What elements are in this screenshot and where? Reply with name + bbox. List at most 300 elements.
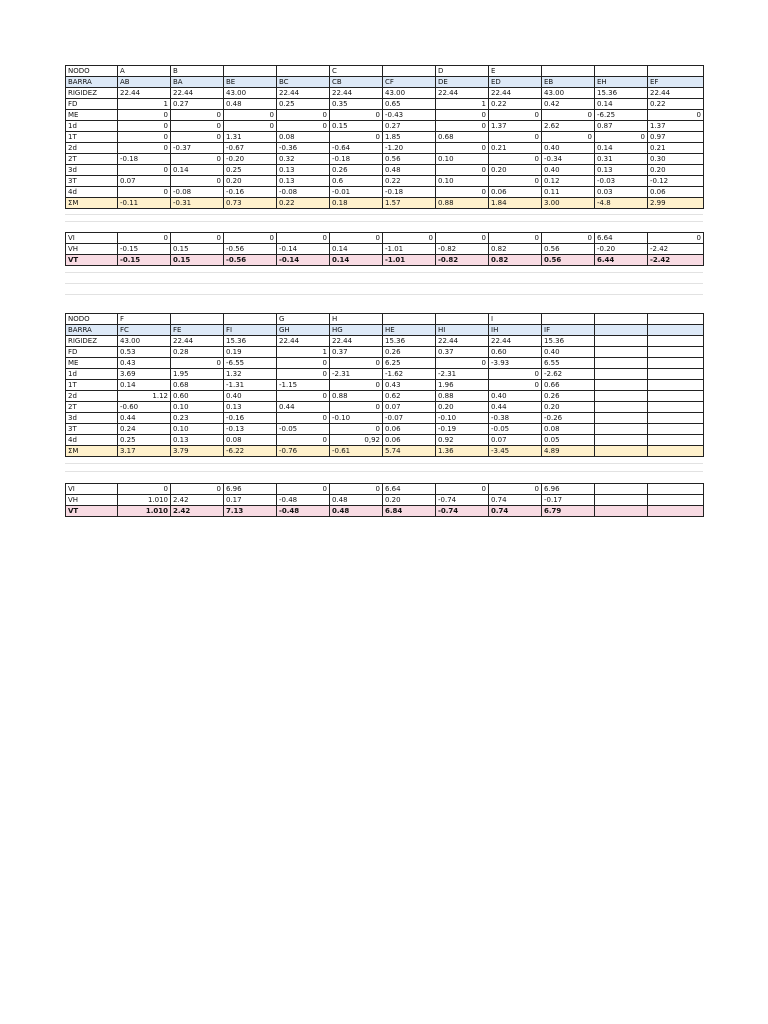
cell[interactable]: -0.74 xyxy=(436,506,489,517)
cell[interactable]: 0.40 xyxy=(542,143,595,154)
cell[interactable]: 22.44 xyxy=(648,88,704,99)
cell[interactable]: 1 xyxy=(118,99,171,110)
cell[interactable] xyxy=(595,347,648,358)
row-label[interactable]: VH xyxy=(66,495,118,506)
cell[interactable]: 0.07 xyxy=(118,176,171,187)
row-label[interactable]: ΣM xyxy=(66,198,118,209)
cell[interactable]: 0.40 xyxy=(224,391,277,402)
cell[interactable]: 0.05 xyxy=(542,435,595,446)
cell[interactable]: 0.22 xyxy=(489,99,542,110)
cell[interactable]: B xyxy=(171,66,224,77)
cell[interactable]: EB xyxy=(542,77,595,88)
cell[interactable]: 0 xyxy=(277,391,330,402)
cell[interactable]: 0 xyxy=(277,435,330,446)
cell[interactable]: 0.88 xyxy=(436,198,489,209)
cell[interactable]: 15.36 xyxy=(224,336,277,347)
cell[interactable]: FC xyxy=(118,325,171,336)
cell[interactable]: 7.13 xyxy=(224,506,277,517)
cell[interactable]: -0.19 xyxy=(436,424,489,435)
cell[interactable] xyxy=(648,495,704,506)
cell[interactable]: 0.44 xyxy=(118,413,171,424)
cell[interactable]: 22.44 xyxy=(171,336,224,347)
cell[interactable]: 0 xyxy=(224,233,277,244)
cell[interactable]: 0.56 xyxy=(383,154,436,165)
cell[interactable]: 0.13 xyxy=(277,165,330,176)
cell[interactable]: 0.10 xyxy=(436,176,489,187)
cell[interactable] xyxy=(648,336,704,347)
cell[interactable]: 43.00 xyxy=(118,336,171,347)
cell[interactable]: 0.08 xyxy=(224,435,277,446)
cell[interactable]: IF xyxy=(542,325,595,336)
row-label[interactable]: 3d xyxy=(66,413,118,424)
cell[interactable]: F xyxy=(118,314,171,325)
cell[interactable]: 1.84 xyxy=(489,198,542,209)
cell[interactable]: 0.06 xyxy=(648,187,704,198)
cell[interactable]: -0.11 xyxy=(118,198,171,209)
cell[interactable] xyxy=(595,66,648,77)
cell[interactable]: -0.20 xyxy=(224,154,277,165)
cell[interactable]: 0.11 xyxy=(542,187,595,198)
cell[interactable]: 0 xyxy=(436,121,489,132)
cell[interactable]: -3.93 xyxy=(489,358,542,369)
cell[interactable]: 0 xyxy=(489,110,542,121)
cell[interactable]: -0.08 xyxy=(277,187,330,198)
cell[interactable]: 0.30 xyxy=(648,154,704,165)
cell[interactable]: -0.18 xyxy=(383,187,436,198)
cell[interactable] xyxy=(595,424,648,435)
cell[interactable]: 0 xyxy=(277,484,330,495)
cell[interactable] xyxy=(595,380,648,391)
cell[interactable]: -0.12 xyxy=(648,176,704,187)
cell[interactable]: 1 xyxy=(436,99,489,110)
cell[interactable]: 22.44 xyxy=(436,336,489,347)
cell[interactable]: BC xyxy=(277,77,330,88)
cell[interactable]: 0.21 xyxy=(489,143,542,154)
row-label[interactable]: 3T xyxy=(66,424,118,435)
cell[interactable]: GH xyxy=(277,325,330,336)
cell[interactable]: 0.10 xyxy=(171,402,224,413)
cell[interactable]: 0.28 xyxy=(171,347,224,358)
cell[interactable]: ED xyxy=(489,77,542,88)
cell[interactable]: -0.10 xyxy=(436,413,489,424)
cell[interactable]: 0.56 xyxy=(542,244,595,255)
cell[interactable]: AB xyxy=(118,77,171,88)
cell[interactable] xyxy=(383,66,436,77)
cell[interactable]: D xyxy=(436,66,489,77)
cell[interactable]: 0.25 xyxy=(224,165,277,176)
cell[interactable]: 0.10 xyxy=(436,154,489,165)
cell[interactable]: 0 xyxy=(330,233,383,244)
cell[interactable]: 0.06 xyxy=(383,435,436,446)
cell[interactable]: 0.37 xyxy=(436,347,489,358)
cell[interactable]: -2.42 xyxy=(648,244,704,255)
cell[interactable] xyxy=(648,506,704,517)
cell[interactable]: -2.42 xyxy=(648,255,704,266)
cell[interactable]: BE xyxy=(224,77,277,88)
cell[interactable]: 0 xyxy=(171,121,224,132)
cell[interactable]: 0.20 xyxy=(383,495,436,506)
cell[interactable] xyxy=(648,380,704,391)
cell[interactable]: 0.07 xyxy=(383,402,436,413)
cell[interactable]: -0.34 xyxy=(542,154,595,165)
cell[interactable]: 0.13 xyxy=(595,165,648,176)
row-label[interactable]: 1d xyxy=(66,121,118,132)
cell[interactable]: 0.82 xyxy=(489,244,542,255)
cell[interactable]: -1.01 xyxy=(383,244,436,255)
cell[interactable] xyxy=(595,402,648,413)
row-label[interactable]: 4d xyxy=(66,435,118,446)
cell[interactable]: 22.44 xyxy=(277,336,330,347)
cell[interactable]: 0 xyxy=(171,484,224,495)
cell[interactable]: -0.05 xyxy=(489,424,542,435)
row-label[interactable]: 1T xyxy=(66,132,118,143)
cell[interactable]: DE xyxy=(436,77,489,88)
cell[interactable]: 22.44 xyxy=(330,88,383,99)
cell[interactable]: 1.31 xyxy=(224,132,277,143)
cell[interactable]: 0.26 xyxy=(383,347,436,358)
cell[interactable]: 0.07 xyxy=(489,435,542,446)
cell[interactable]: 0.74 xyxy=(489,506,542,517)
cell[interactable]: 0.14 xyxy=(330,255,383,266)
cell[interactable]: 6.64 xyxy=(595,233,648,244)
cell[interactable]: 15.36 xyxy=(595,88,648,99)
cell[interactable]: 0.37 xyxy=(330,347,383,358)
cell[interactable]: -0.17 xyxy=(542,495,595,506)
cell[interactable]: 0.35 xyxy=(330,99,383,110)
cell[interactable]: -0.14 xyxy=(277,244,330,255)
cell[interactable]: 0.20 xyxy=(224,176,277,187)
cell[interactable] xyxy=(436,314,489,325)
cell[interactable]: 6.55 xyxy=(542,358,595,369)
cell[interactable]: 0.53 xyxy=(118,347,171,358)
cell[interactable]: 0.23 xyxy=(171,413,224,424)
cell[interactable] xyxy=(224,314,277,325)
cell[interactable]: 0 xyxy=(171,110,224,121)
cell[interactable]: -0.48 xyxy=(277,495,330,506)
cell[interactable]: EH xyxy=(595,77,648,88)
cell[interactable]: -3.45 xyxy=(489,446,542,457)
cell[interactable] xyxy=(595,336,648,347)
cell[interactable]: 1 xyxy=(277,347,330,358)
cell[interactable]: 0.48 xyxy=(383,165,436,176)
cell[interactable]: 0 xyxy=(648,233,704,244)
cell[interactable]: -0.61 xyxy=(330,446,383,457)
cell[interactable]: HG xyxy=(330,325,383,336)
cell[interactable]: 0 xyxy=(436,484,489,495)
cell[interactable]: 4.89 xyxy=(542,446,595,457)
cell[interactable]: -0.18 xyxy=(118,154,171,165)
cell[interactable]: CB xyxy=(330,77,383,88)
cell[interactable] xyxy=(595,495,648,506)
cell[interactable]: 0 xyxy=(436,187,489,198)
cell[interactable]: 43.00 xyxy=(542,88,595,99)
cell[interactable]: 1.95 xyxy=(171,369,224,380)
cell[interactable]: 22.44 xyxy=(489,88,542,99)
cell[interactable]: 3.79 xyxy=(171,446,224,457)
cell[interactable]: -0.31 xyxy=(171,198,224,209)
cell[interactable]: 0.97 xyxy=(648,132,704,143)
cell[interactable]: -0.48 xyxy=(277,506,330,517)
row-label[interactable]: BARRA xyxy=(66,77,118,88)
cell[interactable]: 0 xyxy=(489,154,542,165)
cell[interactable]: -2.31 xyxy=(436,369,489,380)
cell[interactable]: -6.25 xyxy=(595,110,648,121)
cell[interactable] xyxy=(595,435,648,446)
cell[interactable]: 0.60 xyxy=(171,391,224,402)
cell[interactable]: -0.37 xyxy=(171,143,224,154)
cell[interactable]: -0.43 xyxy=(383,110,436,121)
cell[interactable]: 0 xyxy=(118,143,171,154)
cell[interactable]: 0.56 xyxy=(542,255,595,266)
cell[interactable]: 0 xyxy=(330,424,383,435)
cell[interactable] xyxy=(595,506,648,517)
cell[interactable]: 0.40 xyxy=(542,165,595,176)
row-label[interactable]: ME xyxy=(66,110,118,121)
row-label[interactable]: VI xyxy=(66,484,118,495)
cell[interactable]: 0.6 xyxy=(330,176,383,187)
cell[interactable] xyxy=(383,314,436,325)
cell[interactable]: 0.13 xyxy=(171,435,224,446)
cell[interactable]: 0.31 xyxy=(595,154,648,165)
row-label[interactable]: RIGIDEZ xyxy=(66,336,118,347)
cell[interactable]: -0.16 xyxy=(224,187,277,198)
cell[interactable]: 0.13 xyxy=(224,402,277,413)
cell[interactable]: 1.32 xyxy=(224,369,277,380)
cell[interactable]: -0.15 xyxy=(118,244,171,255)
cell[interactable]: -6.22 xyxy=(224,446,277,457)
cell[interactable] xyxy=(648,413,704,424)
cell[interactable]: 0 xyxy=(171,358,224,369)
cell[interactable]: 0.40 xyxy=(489,391,542,402)
cell[interactable]: 1.010 xyxy=(118,495,171,506)
cell[interactable]: -0.82 xyxy=(436,255,489,266)
cell[interactable]: 0 xyxy=(595,132,648,143)
cell[interactable]: 0.27 xyxy=(383,121,436,132)
cell[interactable]: 0.25 xyxy=(277,99,330,110)
cell[interactable] xyxy=(648,314,704,325)
cell[interactable]: 0.14 xyxy=(595,143,648,154)
cell[interactable]: 22.44 xyxy=(330,336,383,347)
cell[interactable]: -0.07 xyxy=(383,413,436,424)
cell[interactable]: 0 xyxy=(118,233,171,244)
cell[interactable]: 0.08 xyxy=(542,424,595,435)
row-label[interactable]: 4d xyxy=(66,187,118,198)
cell[interactable]: -0.26 xyxy=(542,413,595,424)
cell[interactable]: A xyxy=(118,66,171,77)
cell[interactable]: 0.32 xyxy=(277,154,330,165)
cell[interactable]: 0 xyxy=(489,369,542,380)
cell[interactable]: 0 xyxy=(330,380,383,391)
cell[interactable]: 0.92 xyxy=(436,435,489,446)
row-label[interactable]: VT xyxy=(66,255,118,266)
cell[interactable]: 0 xyxy=(330,484,383,495)
cell[interactable]: EF xyxy=(648,77,704,88)
cell[interactable] xyxy=(595,484,648,495)
cell[interactable]: 0 xyxy=(277,369,330,380)
cell[interactable]: 6.96 xyxy=(542,484,595,495)
row-label[interactable]: 3T xyxy=(66,176,118,187)
cell[interactable] xyxy=(277,66,330,77)
cell[interactable]: 0.14 xyxy=(330,244,383,255)
cell[interactable]: 43.00 xyxy=(224,88,277,99)
row-label[interactable]: 1d xyxy=(66,369,118,380)
cell[interactable]: -1.62 xyxy=(383,369,436,380)
cell[interactable]: 3.69 xyxy=(118,369,171,380)
row-label[interactable]: 3d xyxy=(66,165,118,176)
cell[interactable]: E xyxy=(489,66,542,77)
row-label[interactable]: NODO xyxy=(66,314,118,325)
cell[interactable]: 0.44 xyxy=(489,402,542,413)
cell[interactable]: 0 xyxy=(330,358,383,369)
cell[interactable]: 1.12 xyxy=(118,391,171,402)
cell[interactable]: HI xyxy=(436,325,489,336)
cell[interactable]: -0.13 xyxy=(224,424,277,435)
cell[interactable]: 0 xyxy=(277,413,330,424)
cell[interactable] xyxy=(648,66,704,77)
cell[interactable]: 0.20 xyxy=(436,402,489,413)
cell[interactable]: -0.03 xyxy=(595,176,648,187)
cell[interactable]: 0.65 xyxy=(383,99,436,110)
cell[interactable]: -1.15 xyxy=(277,380,330,391)
cell[interactable]: 0 xyxy=(118,187,171,198)
row-label[interactable]: VI xyxy=(66,233,118,244)
cell[interactable]: 0.13 xyxy=(277,176,330,187)
cell[interactable]: -0.74 xyxy=(436,495,489,506)
cell[interactable]: IH xyxy=(489,325,542,336)
cell[interactable]: -0.10 xyxy=(330,413,383,424)
cell[interactable]: 43.00 xyxy=(383,88,436,99)
cell[interactable]: 0.48 xyxy=(330,506,383,517)
cell[interactable]: 0 xyxy=(436,165,489,176)
cell[interactable]: 0 xyxy=(171,132,224,143)
cell[interactable]: -0.01 xyxy=(330,187,383,198)
cell[interactable]: FE xyxy=(171,325,224,336)
cell[interactable]: -0.15 xyxy=(118,255,171,266)
cell[interactable]: -0.18 xyxy=(330,154,383,165)
row-label[interactable]: NODO xyxy=(66,66,118,77)
cell[interactable]: 6.79 xyxy=(542,506,595,517)
cell[interactable]: 6.44 xyxy=(595,255,648,266)
cell[interactable]: -0.05 xyxy=(277,424,330,435)
cell[interactable]: 3.00 xyxy=(542,198,595,209)
cell[interactable] xyxy=(648,446,704,457)
cell[interactable] xyxy=(595,325,648,336)
cell[interactable]: 0.66 xyxy=(542,380,595,391)
cell[interactable] xyxy=(595,446,648,457)
cell[interactable]: 0.21 xyxy=(648,143,704,154)
cell[interactable]: 0.68 xyxy=(436,132,489,143)
cell[interactable]: HE xyxy=(383,325,436,336)
cell[interactable]: -0.60 xyxy=(118,402,171,413)
cell[interactable]: 0 xyxy=(542,110,595,121)
cell[interactable]: 0.62 xyxy=(383,391,436,402)
cell[interactable]: 0.22 xyxy=(277,198,330,209)
cell[interactable]: 0 xyxy=(436,110,489,121)
cell[interactable]: 0.15 xyxy=(171,255,224,266)
cell[interactable]: -1.31 xyxy=(224,380,277,391)
cell[interactable] xyxy=(648,484,704,495)
cell[interactable]: 0 xyxy=(277,110,330,121)
cell[interactable]: -0.64 xyxy=(330,143,383,154)
cell[interactable]: 22.44 xyxy=(118,88,171,99)
cell[interactable]: 22.44 xyxy=(277,88,330,99)
cell[interactable]: 0.14 xyxy=(118,380,171,391)
cell[interactable]: 0.17 xyxy=(224,495,277,506)
cell[interactable]: 0.60 xyxy=(489,347,542,358)
row-label[interactable]: VH xyxy=(66,244,118,255)
cell[interactable]: 0.15 xyxy=(171,244,224,255)
cell[interactable]: 0 xyxy=(383,233,436,244)
cell[interactable]: 0.74 xyxy=(489,495,542,506)
row-label[interactable]: 2d xyxy=(66,143,118,154)
cell[interactable]: 0.24 xyxy=(118,424,171,435)
row-label[interactable]: 1T xyxy=(66,380,118,391)
cell[interactable]: -0.38 xyxy=(489,413,542,424)
cell[interactable] xyxy=(648,325,704,336)
cell[interactable]: I xyxy=(489,314,542,325)
row-label[interactable]: FD xyxy=(66,347,118,358)
cell[interactable]: -0.14 xyxy=(277,255,330,266)
cell[interactable]: 6.96 xyxy=(224,484,277,495)
cell[interactable]: 0.10 xyxy=(171,424,224,435)
row-label[interactable]: BARRA xyxy=(66,325,118,336)
row-label[interactable]: FD xyxy=(66,99,118,110)
cell[interactable]: 0 xyxy=(118,110,171,121)
cell[interactable]: FI xyxy=(224,325,277,336)
cell[interactable] xyxy=(648,369,704,380)
cell[interactable]: 1.37 xyxy=(648,121,704,132)
cell[interactable]: 0 xyxy=(224,121,277,132)
cell[interactable]: 0.73 xyxy=(224,198,277,209)
cell[interactable]: -2.31 xyxy=(330,369,383,380)
cell[interactable]: 0.20 xyxy=(489,165,542,176)
cell[interactable]: 1.010 xyxy=(118,506,171,517)
cell[interactable]: 0 xyxy=(171,233,224,244)
cell[interactable] xyxy=(595,314,648,325)
cell[interactable]: C xyxy=(330,66,383,77)
cell[interactable]: -1.01 xyxy=(383,255,436,266)
row-label[interactable]: 2T xyxy=(66,154,118,165)
cell[interactable]: CF xyxy=(383,77,436,88)
cell[interactable] xyxy=(595,369,648,380)
cell[interactable]: 0 xyxy=(330,110,383,121)
cell[interactable]: 0.06 xyxy=(489,187,542,198)
cell[interactable]: -4.8 xyxy=(595,198,648,209)
cell[interactable]: 0 xyxy=(489,132,542,143)
cell[interactable]: 2.42 xyxy=(171,495,224,506)
row-label[interactable]: RIGIDEZ xyxy=(66,88,118,99)
cell[interactable]: H xyxy=(330,314,383,325)
cell[interactable]: 0.87 xyxy=(595,121,648,132)
cell[interactable] xyxy=(648,435,704,446)
cell[interactable]: -1.20 xyxy=(383,143,436,154)
cell[interactable]: 0.14 xyxy=(171,165,224,176)
cell[interactable] xyxy=(648,358,704,369)
cell[interactable]: 0.82 xyxy=(489,255,542,266)
cell[interactable]: 0.42 xyxy=(542,99,595,110)
cell[interactable]: 0.03 xyxy=(595,187,648,198)
cell[interactable]: BA xyxy=(171,77,224,88)
cell[interactable]: 0,92 xyxy=(330,435,383,446)
cell[interactable]: 0.25 xyxy=(118,435,171,446)
cell[interactable] xyxy=(648,402,704,413)
cell[interactable]: 0.88 xyxy=(330,391,383,402)
cell[interactable]: 2.42 xyxy=(171,506,224,517)
cell[interactable]: 1.96 xyxy=(436,380,489,391)
cell[interactable]: 0.27 xyxy=(171,99,224,110)
cell[interactable]: 0.48 xyxy=(224,99,277,110)
cell[interactable]: 22.44 xyxy=(436,88,489,99)
